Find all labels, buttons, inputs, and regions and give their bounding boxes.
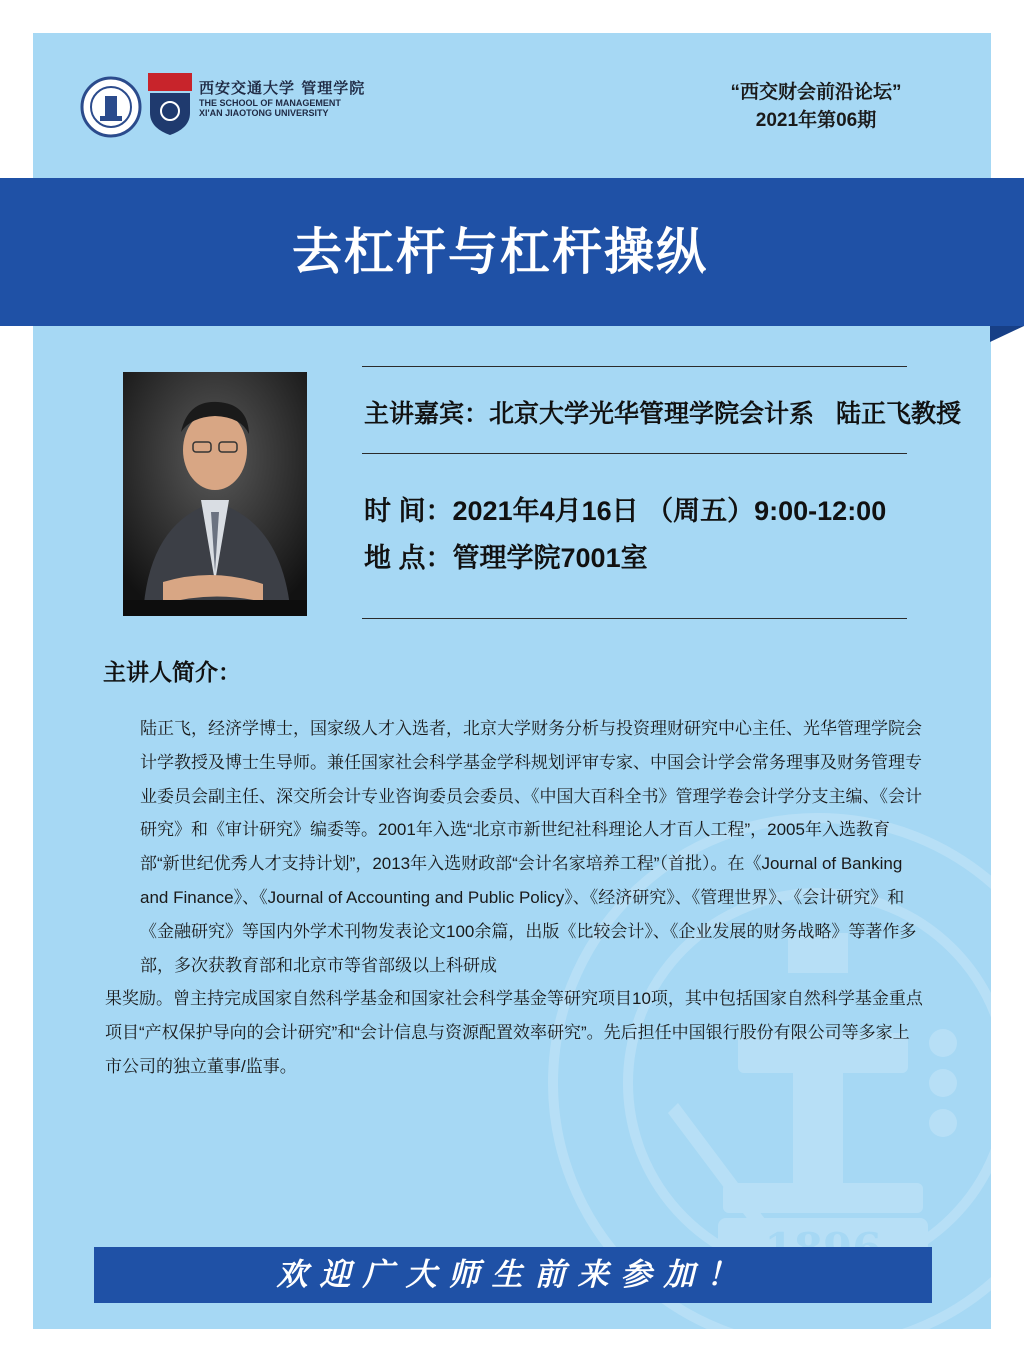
school-name-en-line1: THE SCHOOL OF MANAGEMENT bbox=[199, 98, 341, 108]
forum-issue: 2021年第06期 bbox=[755, 110, 877, 131]
welcome-banner: 欢迎广大师生前来参加！ bbox=[94, 1247, 932, 1303]
xjtu-logo bbox=[80, 76, 142, 138]
speaker-org: 北京大学光华管理学院会计系 bbox=[489, 400, 815, 428]
speaker-label: 主讲嘉宾： bbox=[364, 400, 490, 428]
divider-middle bbox=[362, 453, 907, 454]
speaker-photo bbox=[123, 372, 307, 616]
forum-name: “西交财会前沿论坛” bbox=[730, 82, 902, 103]
lecture-title: 去杠杆与杠杆操纵 bbox=[292, 223, 708, 281]
title-band-fold bbox=[990, 326, 1024, 342]
school-name bbox=[199, 77, 365, 118]
school-name-en-line2: XI'AN JIAOTONG UNIVERSITY bbox=[199, 108, 329, 118]
school-name-cn: 西安交通大学 管理学院 bbox=[199, 79, 366, 97]
school-of-management-logo bbox=[148, 73, 192, 135]
bio-text bbox=[105, 712, 923, 1084]
time-value: 2021年4月16日 （周五）9:00-12:00 bbox=[452, 496, 887, 526]
speaker-name: 陆正飞教授 bbox=[836, 400, 962, 428]
place-value: 管理学院7001室 bbox=[452, 543, 648, 573]
place-label: 地 点： bbox=[364, 543, 453, 573]
forum-info bbox=[701, 79, 931, 135]
bio-paragraph-2: 果奖励。曾主持完成国家自然科学基金和国家社会科学基金等研究项目10项，其中包括国家自然科学基金重点项目“产权保护导向的会计研究”和“会计信息与资源配置效率研究”。先后担任中国银行股份有限公司等多家上市公司的独立董事/监事。 bbox=[105, 989, 923, 1076]
place-line bbox=[364, 536, 648, 575]
bio-heading: 主讲人简介： bbox=[103, 660, 241, 686]
time-line bbox=[364, 489, 886, 528]
divider-top bbox=[362, 366, 907, 367]
bio-paragraph-1: 陆正飞，经济学博士，国家级人才入选者，北京大学财务分析与投资理财研究中心主任、光华管理学院会计学教授及博士生导师。兼任国家社会科学基金学科规划评审专家、中国会计学会常务理事及财务管理专业委员会副主任、深交所会计专业咨询委员会委员、《中国大百科全书》管理学卷会计学分支主编、《会计研究》和《审计研究》编委等。2001年入选“北京市新世纪社科理论人才百人工程”，2005年入选教育部“新世纪优秀人才支持计划”，2013年入选财政部“会计名家培养工程”（首批）。在《Journal of Banking and Finance》、《Journal of Accounting and Public Policy》、《经济研究》、《管理世界》、《会计研究》和《金融研究》等国内外学术刊物发表论文100余篇，出版《比较会计》、《企业发展的财务战略》等著作多部，多次获教育部和北京市等省部级以上科研成 bbox=[140, 719, 922, 975]
divider-bottom bbox=[362, 618, 907, 619]
speaker-line bbox=[364, 394, 961, 430]
time-label: 时 间： bbox=[364, 496, 453, 526]
